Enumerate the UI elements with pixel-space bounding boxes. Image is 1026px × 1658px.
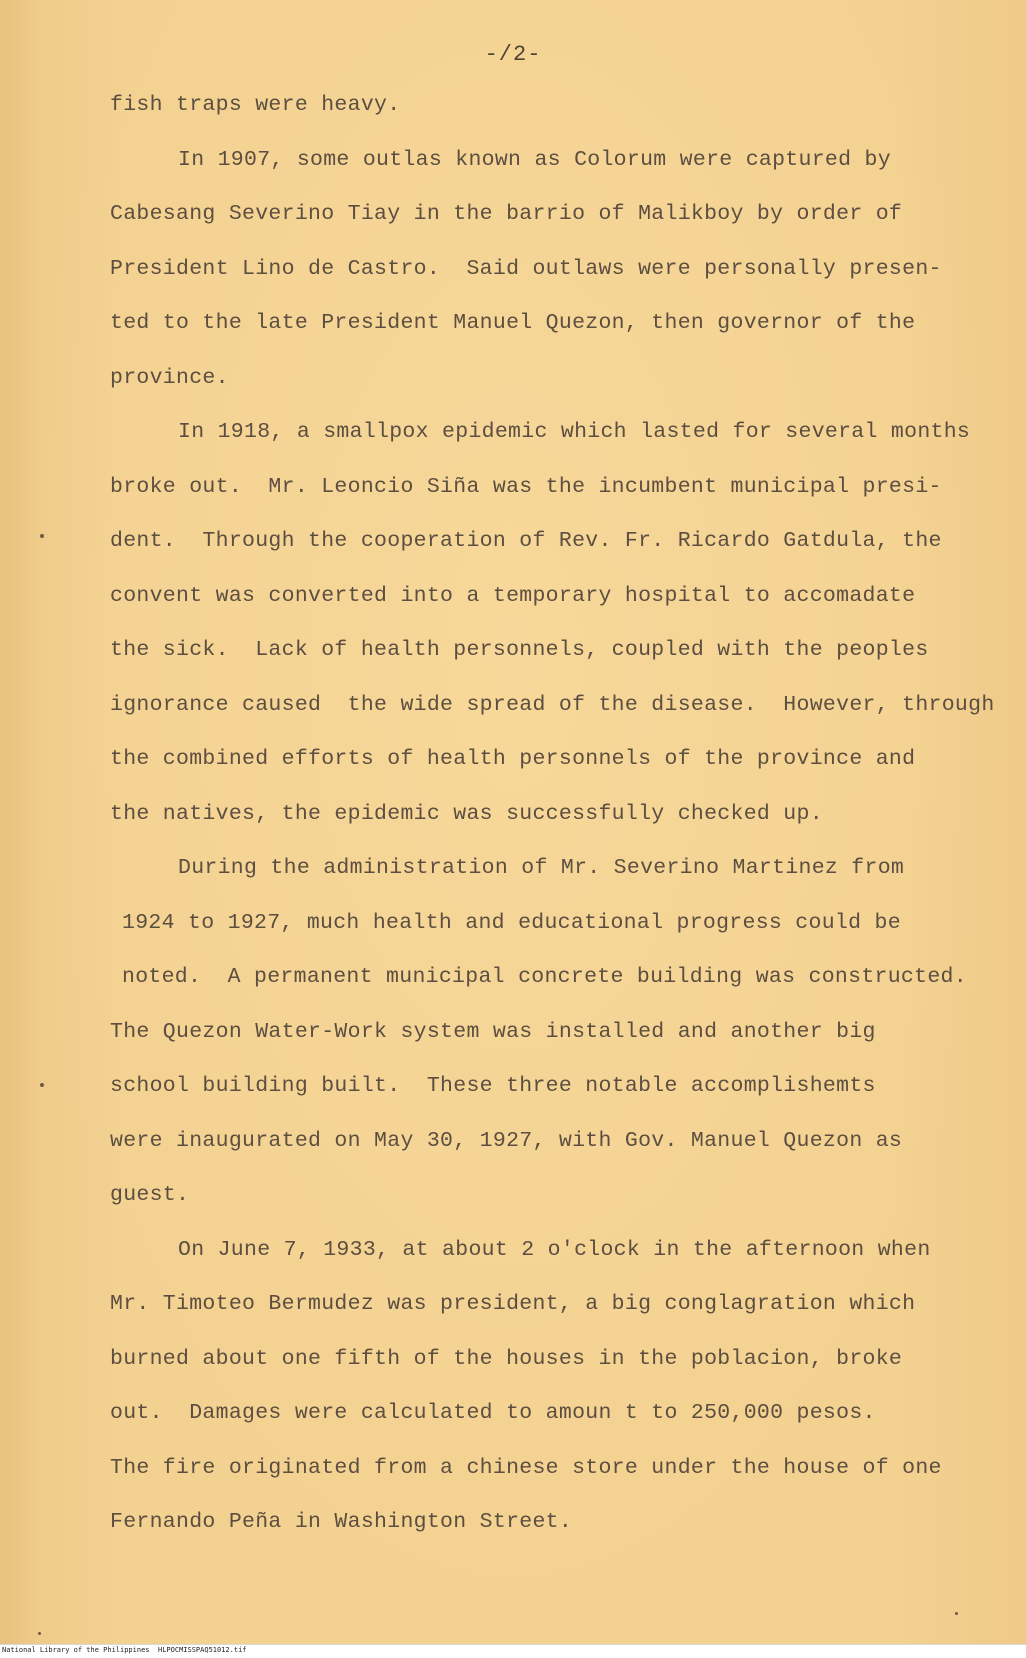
text-line: Cabesang Severino Tiay in the barrio of Malikboy by order of [110,202,903,226]
paper-speck [955,1612,958,1615]
text-line: province. [110,365,229,390]
text-line: broke out. Mr. Leoncio Siña was the incumbent municipal presi- [110,474,942,499]
text-line: were inaugurated on May 30, 1927, with Gov. Manuel Quezon as [110,1128,903,1153]
text-line: On June 7, 1933, at about 2 o'clock in the afternoon when [178,1237,931,1262]
text-line: In 1907, some outlas known as Colorum were captured by [178,147,891,172]
text-line: the natives, the epidemic was successfully checked up. [110,801,823,826]
text-line: President Lino de Castro. Said outlaws were personally presen- [110,256,942,281]
text-line: The fire originated from a chinese store under the house of one [110,1455,942,1480]
text-line: Fernando Peña in Washington Street. [110,1510,573,1534]
text-line: the combined efforts of health personnels of the province and [110,747,916,771]
text-line: school building built. These three notable accomplishemts [110,1074,876,1098]
text-line: guest. [110,1183,190,1207]
text-line: noted. A permanent municipal concrete building was constructed. [122,965,967,989]
text-line: In 1918, a smallpox epidemic which lasted for several months [178,420,971,444]
text-line: the sick. Lack of health personnels, coupled with the peoples [110,638,929,662]
paper-speck [40,534,44,538]
page-number: -/2- [484,42,542,67]
text-line: fish traps were heavy. [110,93,401,117]
text-line: 1924 to 1927, much health and educational progress could be [122,910,901,935]
footer-library: National Library of the Philippines [2,1646,150,1654]
text-line: burned about one fifth of the houses in the poblacion, broke [110,1346,903,1371]
text-line: Mr. Timoteo Bermudez was president, a big conglagration which [110,1292,916,1316]
text-line: ignorance caused the wide spread of the disease. However, through [110,692,995,717]
text-line: convent was converted into a temporary hospital to accomadate [110,583,916,608]
footer-filename: HLPOCMISSPAQ51012.tif [158,1646,247,1654]
text-line: The Quezon Water-Work system was installed and another big [110,1019,876,1044]
text-line: During the administration of Mr. Severino Martinez from [178,856,905,880]
paper-speck [40,1083,44,1087]
text-line: ted to the late President Manuel Quezon, then governor of the [110,311,916,335]
text-line: out. Damages were calculated to amoun t to 250,000 pesos. [110,1401,876,1425]
text-line: dent. Through the cooperation of Rev. Fr. Ricardo Gatdula, the [110,529,942,553]
scan-footer [0,1644,1026,1658]
paper-speck [38,1632,41,1635]
document-body [110,78,1010,1550]
